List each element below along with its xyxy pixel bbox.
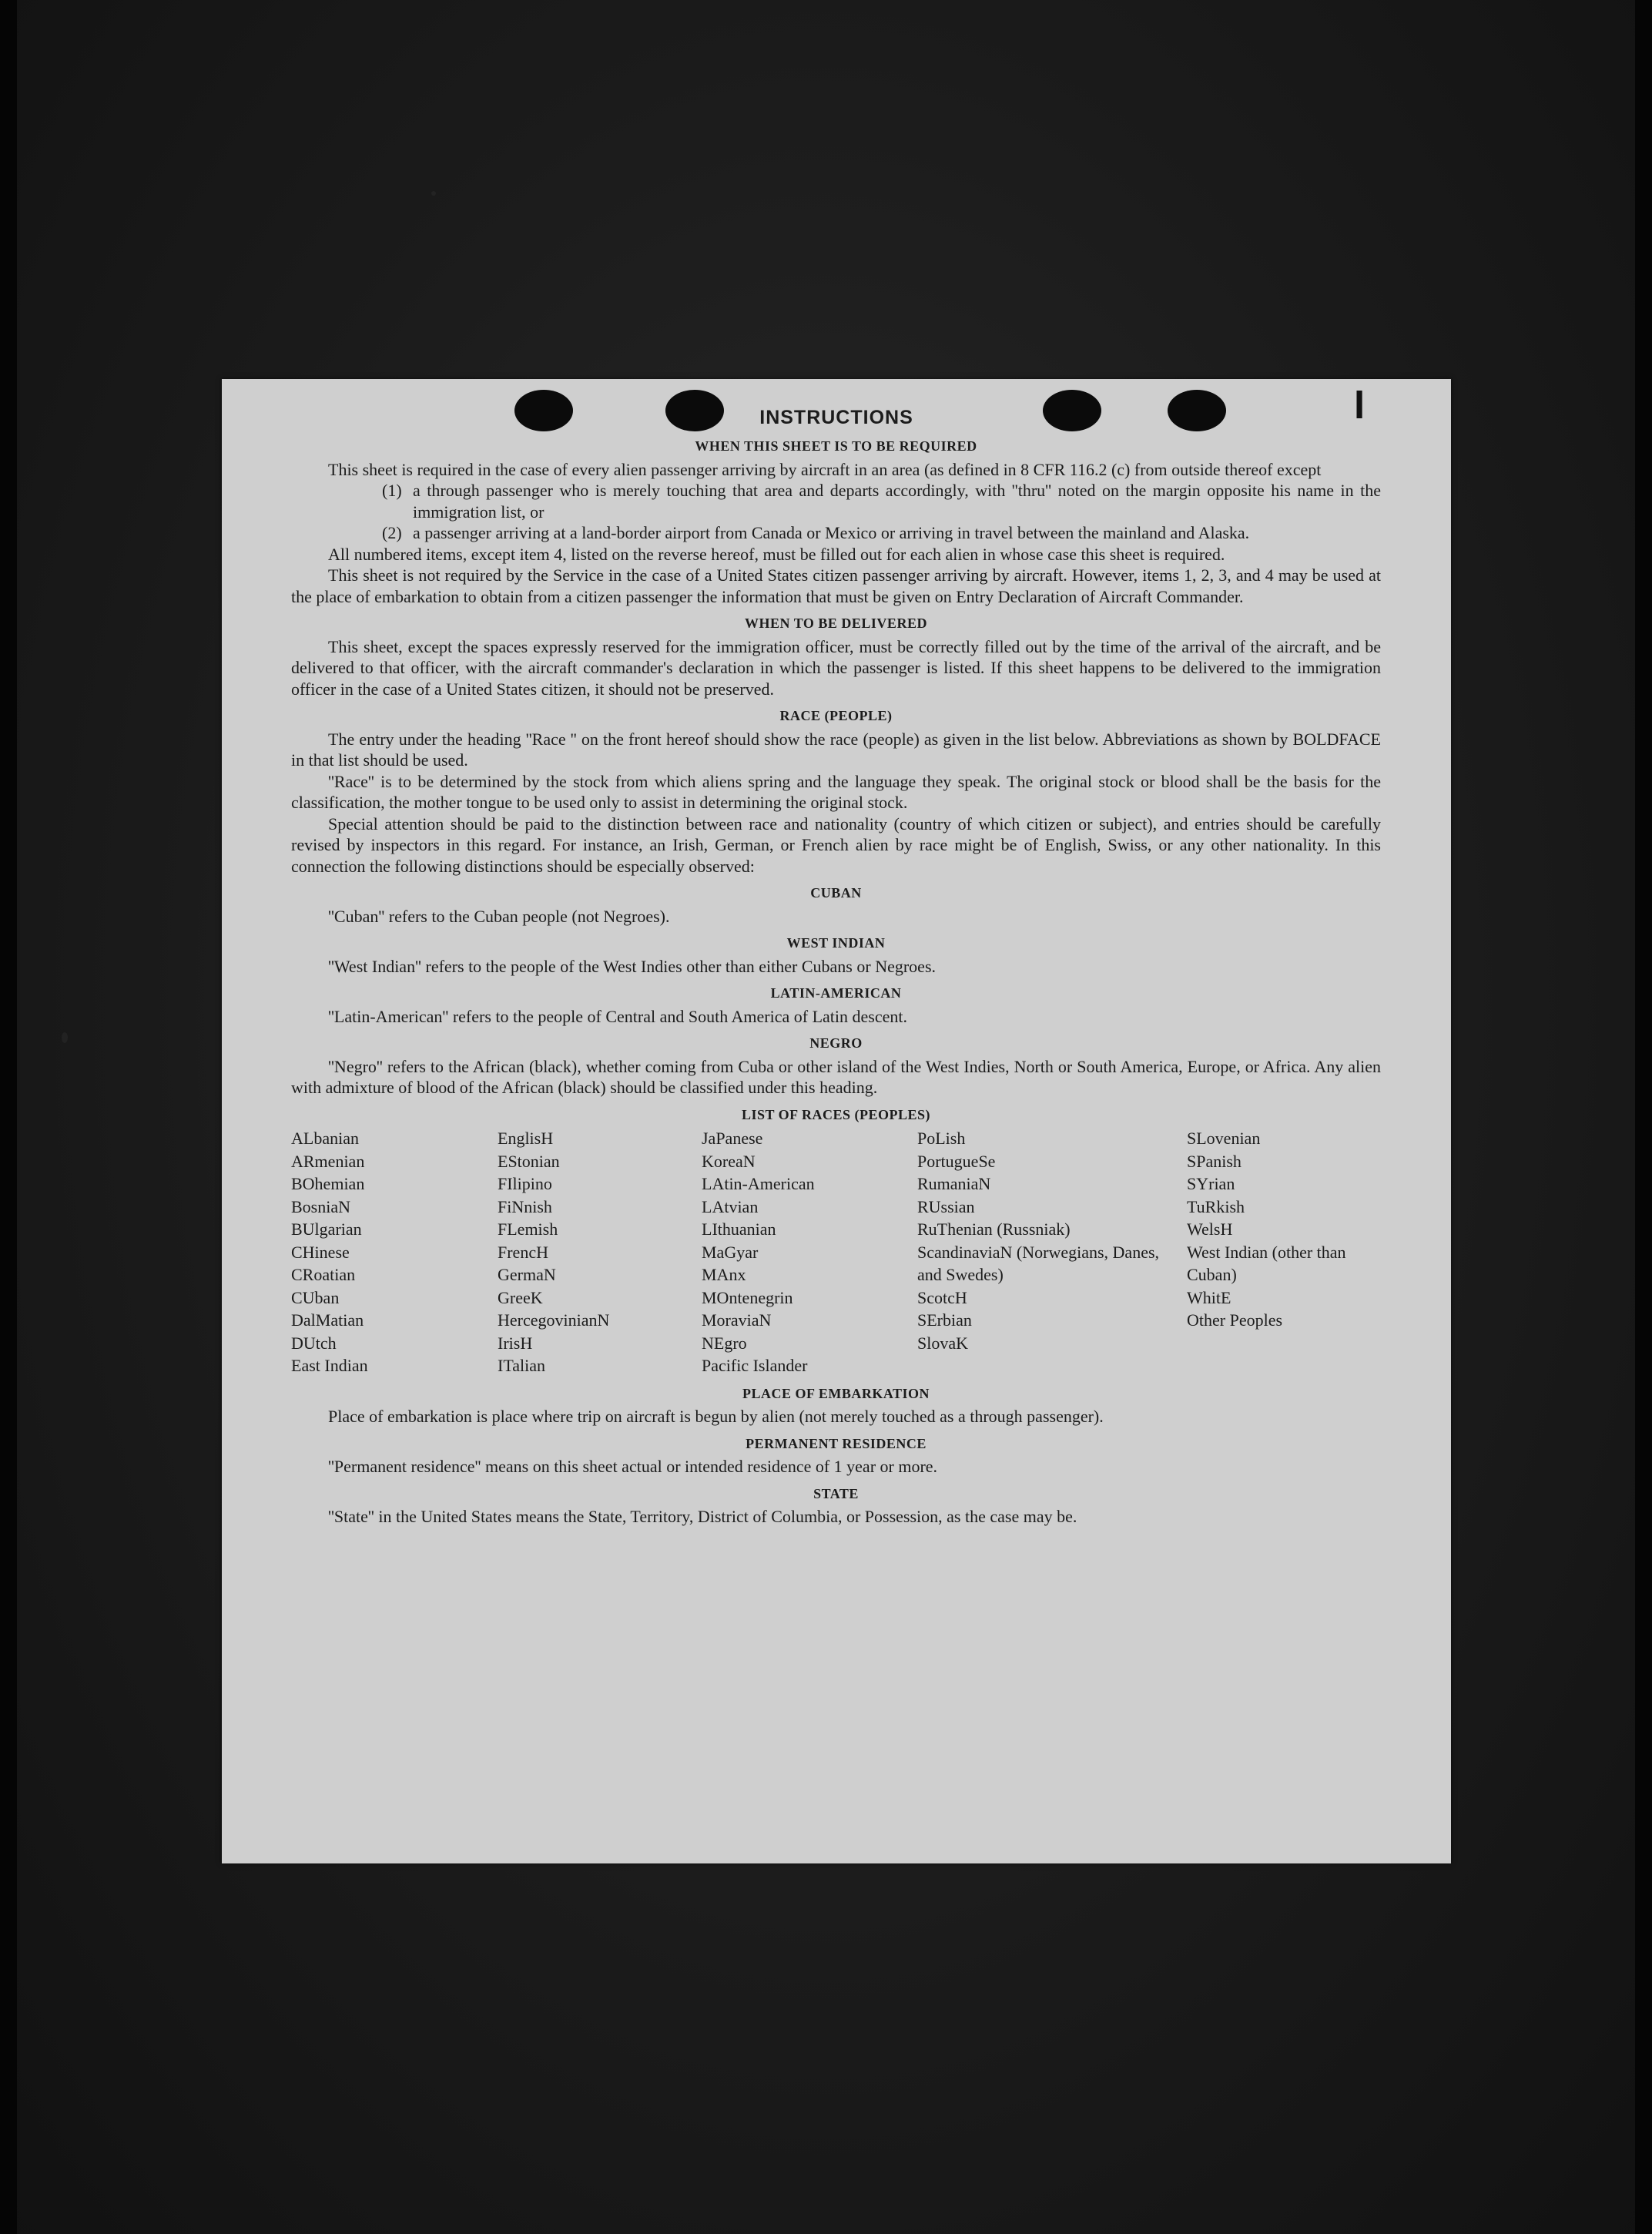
instructions-body	[291, 436, 1381, 1528]
paragraph-required-intro: This sheet is required in the case of every alien passenger arriving by aircraft in an area (as defined in 8 CFR 116.2 (c) from outside thereof except	[328, 459, 1322, 479]
section-heading-list-of-races: LIST OF RACES (PEOPLES)	[741, 1106, 931, 1122]
race-entry: DUtch	[291, 1333, 337, 1353]
race-entry: SlovaK	[917, 1333, 968, 1353]
race-entry: ITalian	[498, 1356, 545, 1375]
race-entry: JaPanese	[702, 1129, 763, 1148]
race-entry: PoLish	[917, 1129, 966, 1148]
paragraph-numbered-items: All numbered items, except item 4, listed on the reverse hereof, must be filled out for each alien in whose case this sheet is required.	[328, 544, 1225, 564]
race-entry: ScotcH	[917, 1287, 967, 1307]
race-entry: BosniaN	[291, 1196, 350, 1216]
paragraph-race-definition: ''Race'' is to be determined by the stock from which aliens spring and the language they speak. The original stock or blood shall be the basis for the classification, the mother tongue to be used only to assist in determining the original stock.	[291, 771, 1381, 812]
race-entry: East Indian	[291, 1356, 368, 1375]
race-entry: SErbian	[917, 1310, 972, 1330]
race-entry: West Indian (other than Cuban)	[1187, 1242, 1346, 1284]
race-entry: SLovenian	[1187, 1129, 1261, 1148]
paragraph-west-indian: ''West Indian'' refers to the people of the West Indies other than either Cubans or Negroes.	[328, 956, 937, 976]
paragraph-citizen-passenger: This sheet is not required by the Service in the case of a United States citizen passenger arriving by aircraft. However, items 1, 2, 3, and 4 may be used at the place of embarkation to obtain from a citizen passenger the information that must be given on Entry Declaration of Aircraft Commander.	[291, 565, 1381, 606]
race-entry: MaGyar	[702, 1242, 759, 1262]
race-entry: Other Peoples	[1187, 1310, 1283, 1330]
race-entry: ALbanian	[291, 1129, 359, 1148]
paragraph-race-nationality: Special attention should be paid to the distinction between race and nationality (country of which citizen or subject), and entries should be carefully revised by inspectors in this regard. For instance, an Irish, German, or French alien by race might be of English, Swiss, or any other nationality. In this connection the following distinctions should be especially observed:	[291, 813, 1381, 876]
section-heading-when-required: WHEN THIS SHEET IS TO BE REQUIRED	[695, 438, 977, 454]
page-title: INSTRUCTIONS	[759, 407, 913, 428]
list-item-number: (1)	[382, 481, 402, 500]
race-entry: WelsH	[1187, 1219, 1233, 1239]
race-entry: GreeK	[498, 1287, 543, 1307]
film-frame-edge-left	[0, 0, 17, 2234]
paragraph-race-entry: The entry under the heading ''Race '' on the front hereof should show the race (people) as given in the list below. Abbreviations as shown by BOLDFACE in that list should be used.	[291, 729, 1381, 770]
section-heading-state: STATE	[813, 1485, 859, 1501]
race-entry: GermaN	[498, 1265, 556, 1284]
section-heading-west-indian: WEST INDIAN	[786, 935, 886, 951]
race-entry: SPanish	[1187, 1151, 1242, 1171]
race-entry: LAtvian	[702, 1196, 759, 1216]
list-item-number: (2)	[382, 523, 402, 542]
race-entry: WhitE	[1187, 1287, 1231, 1307]
paragraph-permanent-residence: ''Permanent residence'' means on this sheet actual or intended residence of 1 year or more.	[328, 1457, 938, 1476]
paragraph-cuban: ''Cuban'' refers to the Cuban people (not Negroes).	[328, 906, 670, 926]
list-item	[382, 522, 1381, 544]
paragraph-delivery: This sheet, except the spaces expressly reserved for the immigration officer, must be correctly filled out by the time of the arrival of the aircraft, and be delivered to that officer, with the aircraft commander's declaration in which the passenger is listed. If this sheet happens to be delivered to the immigration officer in the case of a United States citizen, it should not be preserved.	[291, 636, 1381, 699]
list-item-text: a passenger arriving at a land-border airport from Canada or Mexico or arriving in travel between the mainland and Alaska.	[413, 523, 1250, 542]
race-entry: Pacific Islander	[702, 1356, 808, 1375]
race-entry: EnglisH	[498, 1129, 554, 1148]
section-heading-latin-american: LATIN-AMERICAN	[770, 985, 902, 1001]
races-column	[702, 1127, 917, 1377]
race-entry: SYrian	[1187, 1174, 1235, 1193]
race-entry: CHinese	[291, 1242, 350, 1262]
race-entry: MAnx	[702, 1265, 746, 1284]
race-entry: MoraviaN	[702, 1310, 772, 1330]
race-entry: KoreaN	[702, 1151, 756, 1171]
race-entry: CRoatian	[291, 1265, 356, 1284]
races-list	[291, 1127, 1381, 1377]
race-entry: NEgro	[702, 1333, 747, 1353]
race-entry: HercegovinianN	[498, 1310, 610, 1330]
race-entry: RuThenian (Russniak)	[917, 1219, 1071, 1239]
race-entry: RumaniaN	[917, 1174, 991, 1193]
film-speck	[62, 1032, 68, 1043]
race-entry: MOntenegrin	[702, 1287, 793, 1307]
race-entry: FiNnish	[498, 1196, 552, 1216]
paragraph-state: ''State'' in the United States means the State, Territory, District of Columbia, or Possession, as the case may be.	[328, 1507, 1077, 1526]
list-item	[382, 480, 1381, 522]
list-item-text: a through passenger who is merely touching that area and departs accordingly, with ''thru'' noted on the margin opposite his name in the immigration list, or	[413, 481, 1381, 522]
race-entry: BUlgarian	[291, 1219, 362, 1239]
section-heading-negro: NEGRO	[809, 1035, 863, 1051]
race-entry: IrisH	[498, 1333, 533, 1353]
race-entry: EStonian	[498, 1151, 560, 1171]
film-speck	[431, 191, 436, 196]
race-entry: DalMatian	[291, 1310, 364, 1330]
race-entry: BOhemian	[291, 1174, 365, 1193]
paragraph-negro: ''Negro'' refers to the African (black), whether coming from Cuba or other island of the West Indies, North or South America, Europe, or Africa. Any alien with admixture of blood of the African (black) should be classified under this heading.	[291, 1056, 1381, 1097]
races-column	[291, 1127, 498, 1377]
section-heading-permanent-residence: PERMANENT RESIDENCE	[746, 1435, 927, 1451]
race-entry: FrencH	[498, 1242, 548, 1262]
race-entry: FLemish	[498, 1219, 558, 1239]
race-entry: ScandinaviaN (Norwegians, Danes, and Swedes)	[917, 1242, 1160, 1284]
section-heading-race: RACE (PEOPLE)	[779, 708, 893, 723]
instruction-sheet	[222, 379, 1451, 1863]
race-entry: LAtin-American	[702, 1174, 815, 1193]
race-entry: ARmenian	[291, 1151, 365, 1171]
race-entry: CUban	[291, 1287, 340, 1307]
races-column	[917, 1127, 1187, 1377]
section-heading-when-delivered: WHEN TO BE DELIVERED	[745, 616, 927, 631]
race-entry: FIlipino	[498, 1174, 552, 1193]
races-column	[498, 1127, 702, 1377]
race-entry: PortugueSe	[917, 1151, 996, 1171]
race-entry: RUssian	[917, 1196, 975, 1216]
race-entry: LIthuanian	[702, 1219, 776, 1239]
corner-handwritten-mark: ǀ	[1354, 385, 1365, 419]
race-entry: TuRkish	[1187, 1196, 1245, 1216]
paragraph-place-of-embarkation: Place of embarkation is place where trip on aircraft is begun by alien (not merely touched as a through passenger).	[328, 1407, 1104, 1426]
film-frame-edge-right	[1635, 0, 1652, 2234]
section-heading-place-of-embarkation: PLACE OF EMBARKATION	[742, 1385, 930, 1401]
section-heading-cuban: CUBAN	[810, 885, 862, 901]
races-column	[1187, 1127, 1387, 1377]
paragraph-latin-american: ''Latin-American'' refers to the people of Central and South America of Latin descent.	[328, 1006, 907, 1026]
